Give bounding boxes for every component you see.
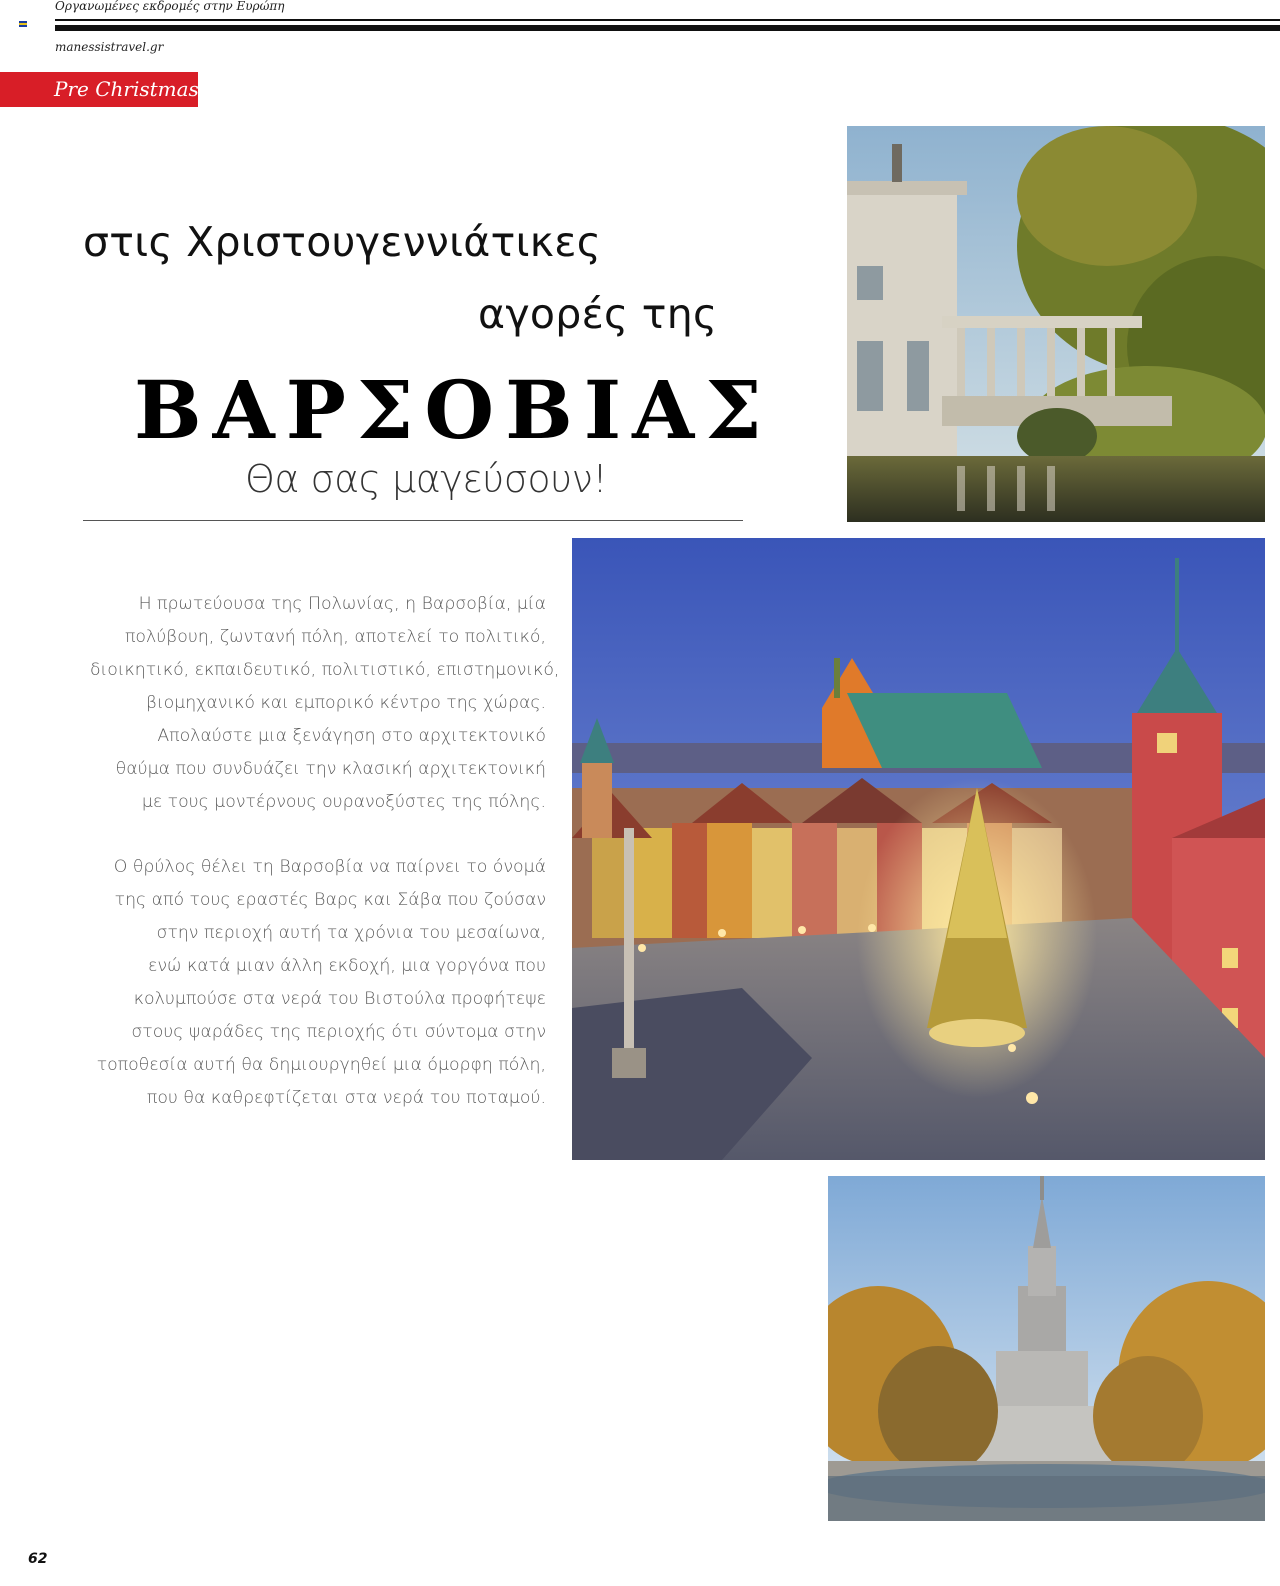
- title-line-2: αγορές της: [478, 290, 718, 338]
- body-paragraph-1: [90, 588, 560, 819]
- paragraph-line: της από τους εραστές Βαρς και Σάβα που ζούσαν: [114, 890, 546, 910]
- paragraph-line: κολυμπούσε στα νερά του Βιστούλα προφήτεψε: [133, 989, 546, 1009]
- paragraph-line: στην περιοχή αυτή τα χρόνια του μεσαίωνα,: [156, 923, 546, 943]
- title-divider: [83, 520, 743, 521]
- paragraph-line: θαύμα που συνδυάζει την κλασική αρχιτεκτονική: [115, 759, 546, 779]
- paragraph-line: Απολαύστε μια ξενάγηση στο αρχιτεκτονικό: [157, 726, 546, 746]
- paragraph-line: Η πρωτεύουσα της Πολωνίας, η Βαρσοβία, μία: [138, 594, 546, 614]
- category-tag: Pre Christmas: [0, 72, 198, 107]
- paragraph-line: με τους μοντέρνους ουρανοξύστες της πόλης.: [141, 792, 546, 812]
- photo-palace-of-culture: [828, 1176, 1265, 1521]
- paragraph-line: που θα καθρεφτίζεται στα νερά του ποταμού.: [146, 1088, 546, 1108]
- title-line-1: στις Χριστουγεννιάτικες: [83, 218, 602, 266]
- photo-old-town-square: [572, 538, 1265, 1160]
- paragraph-line: ενώ κατά μιαν άλλη εκδοχή, μια γοργόνα που: [148, 956, 546, 976]
- page-number: 62: [28, 1551, 48, 1567]
- flag-icon: [19, 21, 27, 27]
- title-subtitle: Θα σας μαγεύσουν!: [245, 457, 608, 501]
- photo-palace-on-water: [847, 126, 1265, 522]
- title-city: ΒΑΡΣΟΒΙΑΣ: [134, 363, 773, 457]
- paragraph-line: Ο θρύλος θέλει τη Βαρσοβία να παίρνει το όνομά: [113, 857, 546, 877]
- paragraph-line: στους ψαράδες της περιοχής ότι σύντομα στην: [131, 1022, 546, 1042]
- paragraph-line: πολύβουη, ζωντανή πόλη, αποτελεί το πολιτικό,: [125, 627, 546, 647]
- header-divider-thick: [55, 25, 1280, 31]
- paragraph-line: διοικητικό, εκπαιδευτικό, πολιτιστικό, επιστημονικό,: [90, 660, 560, 680]
- header-divider-thin: [55, 19, 1280, 21]
- body-paragraph-2: [90, 851, 546, 1115]
- header-website: manessistravel.gr: [55, 40, 164, 54]
- paragraph-line: βιομηχανικό και εμπορικό κέντρο της χώρας.: [145, 693, 546, 713]
- paragraph-line: τοποθεσία αυτή θα δημιουργηθεί μια όμορφη πόλη,: [96, 1055, 546, 1075]
- header-tagline: Οργανωμένες εκδρομές στην Ευρώπη: [55, 0, 285, 13]
